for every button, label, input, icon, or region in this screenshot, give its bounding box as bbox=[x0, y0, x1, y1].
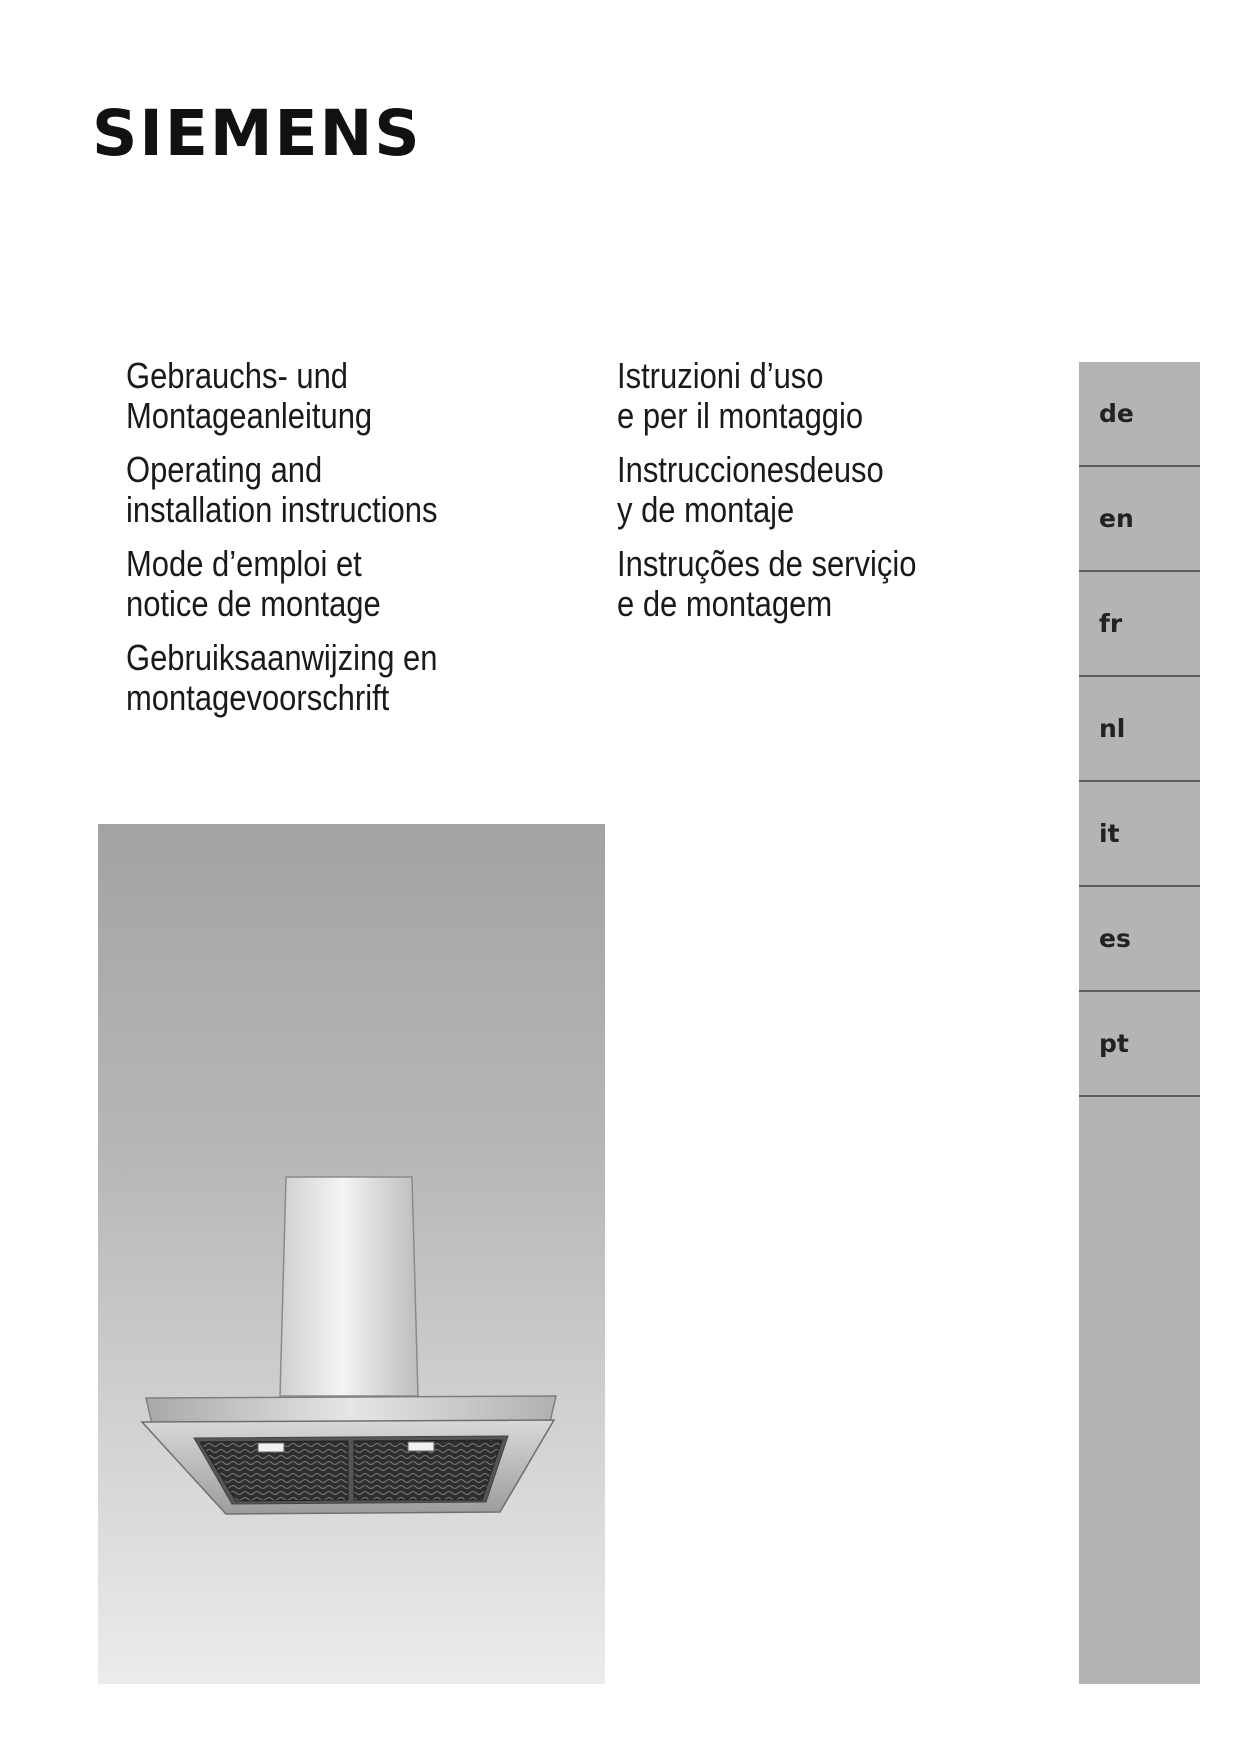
title-line: e per il montaggio bbox=[617, 395, 864, 436]
title-line: y de montaje bbox=[617, 489, 795, 530]
language-tab-fr[interactable]: fr bbox=[1079, 572, 1200, 677]
title-line: Gebrauchs- und bbox=[126, 355, 349, 396]
brand-logo: SIEMENS bbox=[92, 97, 422, 170]
title-it bbox=[617, 356, 995, 436]
language-tab-pt[interactable]: pt bbox=[1079, 992, 1200, 1097]
title-column-right bbox=[617, 356, 1057, 638]
title-line: notice de montage bbox=[126, 583, 381, 624]
title-line: installation instructions bbox=[126, 489, 438, 530]
title-pt bbox=[617, 544, 995, 624]
language-tab-en[interactable]: en bbox=[1079, 467, 1200, 572]
title-column-left bbox=[126, 356, 596, 732]
title-line: Montageanleitung bbox=[126, 395, 373, 436]
title-line: Instruccionesdeuso bbox=[617, 449, 884, 490]
language-tab-es[interactable]: es bbox=[1079, 887, 1200, 992]
title-line: Operating and bbox=[126, 449, 323, 490]
title-fr bbox=[126, 544, 530, 624]
title-es bbox=[617, 450, 995, 530]
language-tab-it[interactable]: it bbox=[1079, 782, 1200, 887]
title-line: Instruções de serviçio bbox=[617, 543, 917, 584]
language-tab-de[interactable]: de bbox=[1079, 362, 1200, 467]
title-de bbox=[126, 356, 530, 436]
title-line: Gebruiksaanwijzing en bbox=[126, 637, 438, 678]
title-line: montagevoorschrift bbox=[126, 677, 390, 718]
product-image-panel bbox=[98, 824, 605, 1684]
title-en bbox=[126, 450, 530, 530]
language-tabs bbox=[1079, 362, 1200, 1684]
title-line: Mode d’emploi et bbox=[126, 543, 362, 584]
range-hood-icon bbox=[98, 824, 605, 1684]
title-nl bbox=[126, 638, 530, 718]
title-line: e de montagem bbox=[617, 583, 833, 624]
title-line: Istruzioni d’uso bbox=[617, 355, 824, 396]
language-tab-nl[interactable]: nl bbox=[1079, 677, 1200, 782]
